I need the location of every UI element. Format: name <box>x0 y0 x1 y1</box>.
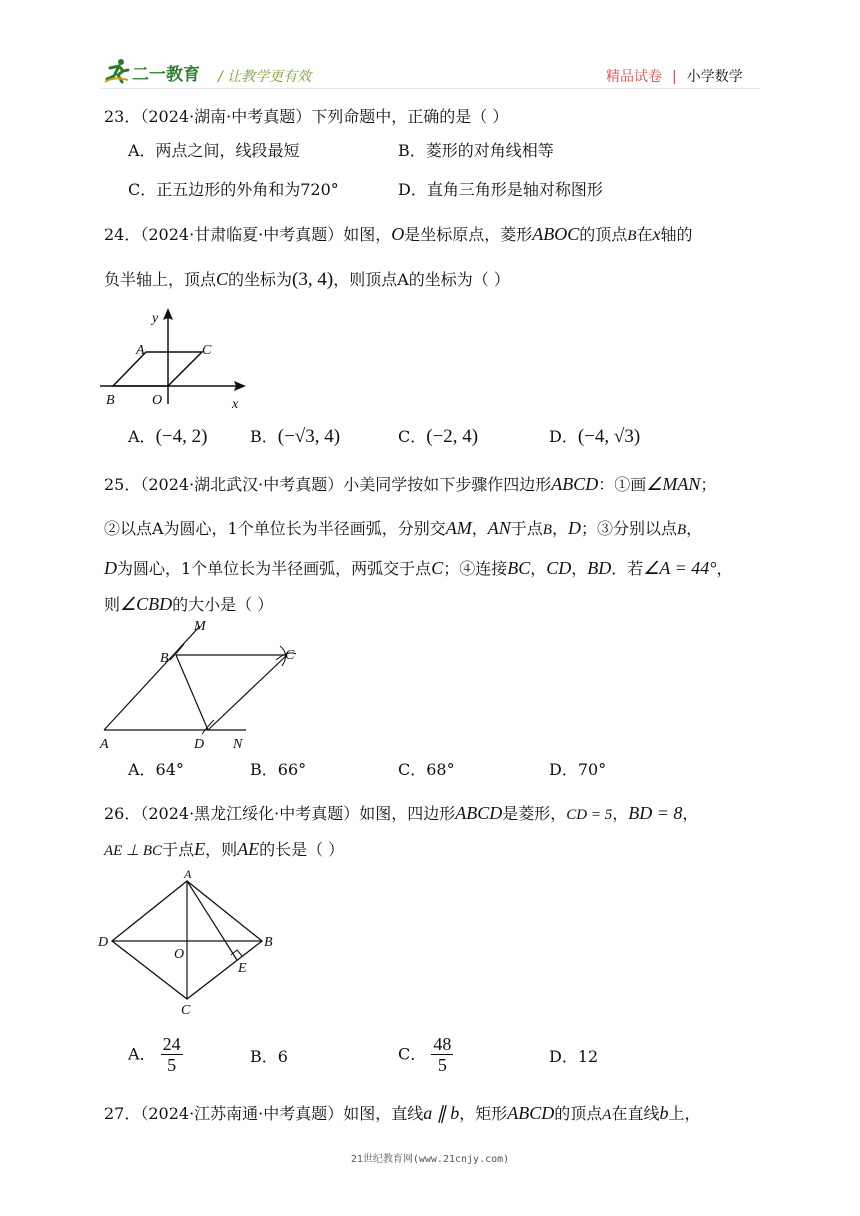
q24-label-o: O <box>152 393 163 408</box>
q26-right-angle-mark <box>231 950 242 956</box>
q26-option-d: D．12 <box>549 1047 599 1066</box>
q25-segment-bd <box>176 655 208 730</box>
q25-arc-d <box>202 720 214 734</box>
q26-option-a: A． $\frac{24}{5}$ <box>128 1034 181 1075</box>
q25-label-b: B <box>160 651 169 666</box>
q24-option-b: B．(−√3, 4) <box>250 426 341 447</box>
q25-option-d: D．70° <box>549 760 607 779</box>
q23-option-b: B．菱形的对角线相等 <box>398 141 554 160</box>
header-tag: 精品试卷 <box>606 69 662 85</box>
q24-figure <box>96 302 256 412</box>
header-separator: | <box>672 69 677 85</box>
q25-stem-line1: 25．（2024·湖北武汉·中考真题）小美同学按如下步骤作四边形ABCD：①画∠MAN； <box>104 474 717 494</box>
q26-label-a: A <box>184 867 192 881</box>
q25-option-a: A．64° <box>128 760 184 779</box>
q24-label-b: B <box>106 393 115 408</box>
q24-option-c: C．(−2, 4) <box>398 426 479 447</box>
header-subject: 小学数学 <box>686 69 743 85</box>
q26-label-b: B <box>264 935 273 950</box>
header-slogan: / 让教学更有效 <box>218 69 312 85</box>
q23-option-a: A．两点之间，线段最短 <box>128 141 300 160</box>
q25-label-n: N <box>233 737 243 752</box>
q24-label-c: C <box>202 343 212 358</box>
q26-label-d: D <box>98 935 109 950</box>
runner-logo-icon <box>104 58 130 84</box>
q24-option-d: D．(−4, √3) <box>549 426 641 447</box>
q25-stem-line2: ②以点A为圆心，1个单位长为半径画弧，分别交AM，AN于点B，D；③分别以点B， <box>104 518 703 538</box>
q24-stem-line1: 24．（2024·甘肃临夏·中考真题）如图，O是坐标原点，菱形ABOC的顶点B在x轴的 <box>104 224 693 244</box>
q24-stem-line2: 负半轴上，顶点C的坐标为(3, 4)，则顶点A的坐标为（ ） <box>104 269 510 290</box>
q26-option-b: B．6 <box>250 1047 288 1066</box>
q25-label-c: C <box>285 648 295 663</box>
header-logo <box>104 58 200 86</box>
q26-label-o: O <box>174 947 185 962</box>
q24-label-x: x <box>232 397 239 412</box>
q26-stem-line1: 26．（2024·黑龙江绥化·中考真题）如图，四边形ABCD是菱形，CD = 5，BD = 8， <box>104 803 699 823</box>
q26-option-a-fraction: $\frac{24}{5}$ <box>162 1034 181 1075</box>
q25-segment-cd <box>208 655 287 730</box>
q23-stem: 23．（2024·湖南·中考真题）下列命题中，正确的是（ ） <box>104 107 509 126</box>
q26-option-c-fraction: $\frac{48}{5}$ <box>433 1034 452 1075</box>
q25-figure <box>96 614 306 754</box>
header-divider <box>100 88 760 89</box>
q25-label-a: A <box>100 737 109 752</box>
logo-text: 二一教育 <box>132 65 200 85</box>
q23-option-c: C．正五边形的外角和为720° <box>128 180 339 199</box>
q25-label-d: D <box>194 737 205 752</box>
q23-option-d: D．直角三角形是轴对称图形 <box>398 180 603 199</box>
q26-label-c: C <box>181 1003 191 1016</box>
q27-stem-line1: 27．（2024·江苏南通·中考真题）如图，直线a ∥ b，矩形ABCD的顶点A在直线b上， <box>104 1103 701 1123</box>
page-footer: 21世纪教育网(www.21cnjy.com) <box>350 1154 510 1165</box>
q25-stem-line3: D为圆心，1个单位长为半径画弧，两弧交于点C；④连接BC，CD，BD．若∠A = 44°， <box>104 558 733 578</box>
q25-stem-line4: 则∠CBD的大小是（ ） <box>104 594 274 614</box>
q26-option-c: C． $\frac{48}{5}$ <box>398 1034 452 1075</box>
q24-label-a: A <box>136 343 145 358</box>
q26-segment-ae <box>187 881 237 960</box>
q26-label-e: E <box>238 961 247 976</box>
q24-option-a: A．(−4, 2) <box>128 426 208 447</box>
q25-option-b: B．66° <box>250 760 307 779</box>
header-right <box>606 66 743 86</box>
q25-option-c: C．68° <box>398 760 455 779</box>
q25-label-m: M <box>194 619 206 634</box>
q24-label-y: y <box>152 311 159 326</box>
q26-figure <box>94 866 284 1016</box>
q24-rhombus <box>113 352 202 386</box>
q26-stem-line2: AE ⊥ BC于点E，则AE的长是（ ） <box>104 839 345 859</box>
